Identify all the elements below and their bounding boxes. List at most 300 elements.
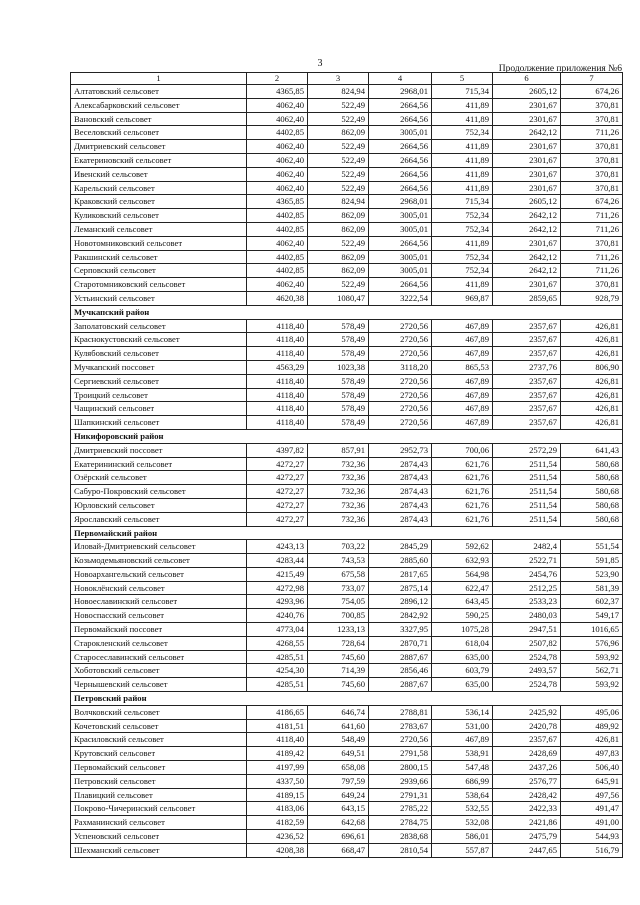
table-row bbox=[71, 126, 623, 140]
value-cell: 497,83 bbox=[561, 747, 623, 761]
value-cell: 426,81 bbox=[561, 402, 623, 416]
value-cell: 2428,42 bbox=[493, 788, 561, 802]
value-cell: 646,74 bbox=[308, 705, 369, 719]
value-cell: 862,09 bbox=[308, 209, 369, 223]
value-cell: 4181,51 bbox=[247, 719, 308, 733]
settlement-name: Новоархангельский сельсовет bbox=[71, 567, 247, 581]
value-cell: 4402,85 bbox=[247, 209, 308, 223]
value-cell: 506,40 bbox=[561, 761, 623, 775]
value-cell: 370,81 bbox=[561, 236, 623, 250]
value-cell: 715,34 bbox=[432, 85, 493, 99]
value-cell: 4254,30 bbox=[247, 664, 308, 678]
value-cell: 2301,67 bbox=[493, 140, 561, 154]
value-cell: 4283,44 bbox=[247, 554, 308, 568]
value-cell: 4062,40 bbox=[247, 140, 308, 154]
district-name: Мучкапский район bbox=[71, 305, 623, 319]
table-row bbox=[71, 816, 623, 830]
value-cell: 2968,01 bbox=[369, 85, 432, 99]
value-cell: 4062,40 bbox=[247, 112, 308, 126]
value-cell: 2838,68 bbox=[369, 830, 432, 844]
value-cell: 2524,78 bbox=[493, 678, 561, 692]
settlement-name: Шехманский сельсовет bbox=[71, 843, 247, 857]
value-cell: 4365,85 bbox=[247, 85, 308, 99]
value-cell: 2784,75 bbox=[369, 816, 432, 830]
value-cell: 495,06 bbox=[561, 705, 623, 719]
value-cell: 2482,4 bbox=[493, 540, 561, 554]
table-row bbox=[71, 761, 623, 775]
value-cell: 675,58 bbox=[308, 567, 369, 581]
value-cell: 658,08 bbox=[308, 761, 369, 775]
value-cell: 743,53 bbox=[308, 554, 369, 568]
table-row bbox=[71, 236, 623, 250]
table-row bbox=[71, 347, 623, 361]
value-cell: 4062,40 bbox=[247, 181, 308, 195]
table-row bbox=[71, 623, 623, 637]
settlement-name: Новоеславинский сельсовет bbox=[71, 595, 247, 609]
value-cell: 370,81 bbox=[561, 181, 623, 195]
settlement-name: Рахманинский сельсовет bbox=[71, 816, 247, 830]
value-cell: 467,89 bbox=[432, 388, 493, 402]
value-cell: 4365,85 bbox=[247, 195, 308, 209]
value-cell: 4285,51 bbox=[247, 678, 308, 692]
value-cell: 4337,50 bbox=[247, 774, 308, 788]
value-cell: 2664,56 bbox=[369, 98, 432, 112]
value-cell: 4183,06 bbox=[247, 802, 308, 816]
table-row bbox=[71, 388, 623, 402]
value-cell: 467,89 bbox=[432, 347, 493, 361]
value-cell: 591,85 bbox=[561, 554, 623, 568]
value-cell: 641,43 bbox=[561, 443, 623, 457]
value-cell: 621,76 bbox=[432, 498, 493, 512]
settlement-name: Алексабарковский сельсовет bbox=[71, 98, 247, 112]
value-cell: 522,49 bbox=[308, 140, 369, 154]
value-cell: 2874,43 bbox=[369, 457, 432, 471]
value-cell: 370,81 bbox=[561, 278, 623, 292]
value-cell: 745,60 bbox=[308, 650, 369, 664]
value-cell: 752,34 bbox=[432, 209, 493, 223]
settlement-name: Волчковский сельсовет bbox=[71, 705, 247, 719]
value-cell: 2421,86 bbox=[493, 816, 561, 830]
value-cell: 728,64 bbox=[308, 636, 369, 650]
value-cell: 642,68 bbox=[308, 816, 369, 830]
settlement-name: Куликовский сельсовет bbox=[71, 209, 247, 223]
value-cell: 4293,96 bbox=[247, 595, 308, 609]
value-cell: 2454,76 bbox=[493, 567, 561, 581]
value-cell: 2874,43 bbox=[369, 485, 432, 499]
settlement-name: Первомайский сельсовет bbox=[71, 761, 247, 775]
value-cell: 4189,15 bbox=[247, 788, 308, 802]
value-cell: 1080,47 bbox=[308, 291, 369, 305]
table-row bbox=[71, 650, 623, 664]
value-cell: 578,49 bbox=[308, 388, 369, 402]
district-name: Петровский район bbox=[71, 692, 623, 706]
settlement-name: Шапкинский сельсовет bbox=[71, 416, 247, 430]
value-cell: 586,01 bbox=[432, 830, 493, 844]
table-row bbox=[71, 747, 623, 761]
settlement-name: Крутовский сельсовет bbox=[71, 747, 247, 761]
value-cell: 1233,13 bbox=[308, 623, 369, 637]
value-cell: 467,89 bbox=[432, 374, 493, 388]
table-row bbox=[71, 609, 623, 623]
table-row bbox=[71, 774, 623, 788]
value-cell: 370,81 bbox=[561, 140, 623, 154]
table-body bbox=[71, 85, 623, 858]
value-cell: 2874,43 bbox=[369, 471, 432, 485]
value-cell: 635,00 bbox=[432, 650, 493, 664]
value-cell: 2874,43 bbox=[369, 498, 432, 512]
value-cell: 674,26 bbox=[561, 85, 623, 99]
value-cell: 2664,56 bbox=[369, 140, 432, 154]
district-name: Первомайский район bbox=[71, 526, 623, 540]
value-cell: 3005,01 bbox=[369, 126, 432, 140]
settlement-name: Ракшинский сельсовет bbox=[71, 250, 247, 264]
settlement-name: Дмитриевский поссовет bbox=[71, 443, 247, 457]
value-cell: 592,62 bbox=[432, 540, 493, 554]
value-cell: 2605,12 bbox=[493, 195, 561, 209]
value-cell: 2642,12 bbox=[493, 250, 561, 264]
value-cell: 2720,56 bbox=[369, 319, 432, 333]
value-cell: 4402,85 bbox=[247, 126, 308, 140]
table-row bbox=[71, 554, 623, 568]
value-cell: 497,56 bbox=[561, 788, 623, 802]
value-cell: 411,89 bbox=[432, 181, 493, 195]
value-cell: 2720,56 bbox=[369, 374, 432, 388]
value-cell: 696,61 bbox=[308, 830, 369, 844]
value-cell: 3005,01 bbox=[369, 250, 432, 264]
settlement-name: Троицкий сельсовет bbox=[71, 388, 247, 402]
settlement-name: Ивенский сельсовет bbox=[71, 167, 247, 181]
settlement-name: Старосеславинский сельсовет bbox=[71, 650, 247, 664]
column-header: 6 bbox=[493, 73, 561, 85]
value-cell: 4118,40 bbox=[247, 388, 308, 402]
value-cell: 732,36 bbox=[308, 457, 369, 471]
value-cell: 411,89 bbox=[432, 140, 493, 154]
settlement-name: Карельский сельсовет bbox=[71, 181, 247, 195]
value-cell: 2720,56 bbox=[369, 416, 432, 430]
settlement-name: Кулябовский сельсовет bbox=[71, 347, 247, 361]
value-cell: 4272,27 bbox=[247, 471, 308, 485]
settlement-name: Серповский сельсовет bbox=[71, 264, 247, 278]
value-cell: 668,47 bbox=[308, 843, 369, 857]
value-cell: 732,36 bbox=[308, 485, 369, 499]
value-cell: 2859,65 bbox=[493, 291, 561, 305]
value-cell: 562,71 bbox=[561, 664, 623, 678]
value-cell: 3005,01 bbox=[369, 264, 432, 278]
column-header-row bbox=[71, 73, 623, 85]
value-cell: 4197,99 bbox=[247, 761, 308, 775]
value-cell: 2874,43 bbox=[369, 512, 432, 526]
settlement-name: Красиловский сельсовет bbox=[71, 733, 247, 747]
value-cell: 862,09 bbox=[308, 250, 369, 264]
value-cell: 467,89 bbox=[432, 416, 493, 430]
value-cell: 797,59 bbox=[308, 774, 369, 788]
value-cell: 4402,85 bbox=[247, 250, 308, 264]
value-cell: 522,49 bbox=[308, 278, 369, 292]
value-cell: 2842,92 bbox=[369, 609, 432, 623]
column-header: 2 bbox=[247, 73, 308, 85]
value-cell: 411,89 bbox=[432, 153, 493, 167]
value-cell: 602,37 bbox=[561, 595, 623, 609]
value-cell: 2783,67 bbox=[369, 719, 432, 733]
value-cell: 700,06 bbox=[432, 443, 493, 457]
table-row bbox=[71, 195, 623, 209]
value-cell: 700,85 bbox=[308, 609, 369, 623]
value-cell: 2301,67 bbox=[493, 98, 561, 112]
value-cell: 578,49 bbox=[308, 374, 369, 388]
table-row bbox=[71, 843, 623, 857]
table-row bbox=[71, 719, 623, 733]
page-number: 3 bbox=[317, 58, 323, 69]
value-cell: 2664,56 bbox=[369, 153, 432, 167]
district-name: Никифоровский район bbox=[71, 429, 623, 443]
value-cell: 578,49 bbox=[308, 319, 369, 333]
value-cell: 426,81 bbox=[561, 374, 623, 388]
table-row bbox=[71, 222, 623, 236]
table-row bbox=[71, 830, 623, 844]
value-cell: 547,48 bbox=[432, 761, 493, 775]
table-row bbox=[71, 167, 623, 181]
value-cell: 2664,56 bbox=[369, 181, 432, 195]
value-cell: 426,81 bbox=[561, 416, 623, 430]
value-cell: 754,05 bbox=[308, 595, 369, 609]
value-cell: 549,17 bbox=[561, 609, 623, 623]
value-cell: 2845,29 bbox=[369, 540, 432, 554]
value-cell: 618,04 bbox=[432, 636, 493, 650]
value-cell: 516,79 bbox=[561, 843, 623, 857]
value-cell: 3327,95 bbox=[369, 623, 432, 637]
value-cell: 686,99 bbox=[432, 774, 493, 788]
value-cell: 2422,33 bbox=[493, 802, 561, 816]
value-cell: 370,81 bbox=[561, 112, 623, 126]
column-header: 1 bbox=[71, 73, 247, 85]
value-cell: 2524,78 bbox=[493, 650, 561, 664]
value-cell: 2856,46 bbox=[369, 664, 432, 678]
table-row bbox=[71, 98, 623, 112]
value-cell: 714,39 bbox=[308, 664, 369, 678]
value-cell: 703,22 bbox=[308, 540, 369, 554]
value-cell: 2511,54 bbox=[493, 512, 561, 526]
value-cell: 2447,65 bbox=[493, 843, 561, 857]
settlement-name: Алтатовский сельсовет bbox=[71, 85, 247, 99]
table-row bbox=[71, 140, 623, 154]
value-cell: 467,89 bbox=[432, 733, 493, 747]
table-row bbox=[71, 788, 623, 802]
value-cell: 426,81 bbox=[561, 319, 623, 333]
value-cell: 2511,54 bbox=[493, 457, 561, 471]
settlement-name: Кочетовский сельсовет bbox=[71, 719, 247, 733]
value-cell: 2437,26 bbox=[493, 761, 561, 775]
table-row bbox=[71, 402, 623, 416]
settlement-name: Иловай-Дмитриевский сельсовет bbox=[71, 540, 247, 554]
settlement-name: Краснокустовский сельсовет bbox=[71, 333, 247, 347]
value-cell: 370,81 bbox=[561, 167, 623, 181]
settlement-name: Сабуро-Покровский сельсовет bbox=[71, 485, 247, 499]
value-cell: 2576,77 bbox=[493, 774, 561, 788]
value-cell: 824,94 bbox=[308, 85, 369, 99]
table-row bbox=[71, 636, 623, 650]
value-cell: 4189,42 bbox=[247, 747, 308, 761]
value-cell: 752,34 bbox=[432, 264, 493, 278]
value-cell: 538,64 bbox=[432, 788, 493, 802]
value-cell: 711,26 bbox=[561, 222, 623, 236]
value-cell: 2887,67 bbox=[369, 650, 432, 664]
value-cell: 4773,04 bbox=[247, 623, 308, 637]
value-cell: 674,26 bbox=[561, 195, 623, 209]
table-row bbox=[71, 733, 623, 747]
value-cell: 865,53 bbox=[432, 360, 493, 374]
settlement-name: Старокленский сельсовет bbox=[71, 636, 247, 650]
data-table bbox=[70, 72, 623, 858]
value-cell: 621,76 bbox=[432, 471, 493, 485]
value-cell: 2939,66 bbox=[369, 774, 432, 788]
value-cell: 2810,54 bbox=[369, 843, 432, 857]
settlement-name: Новоспасский сельсовет bbox=[71, 609, 247, 623]
value-cell: 4208,38 bbox=[247, 843, 308, 857]
table-row bbox=[71, 153, 623, 167]
settlement-name: Юрловский сельсовет bbox=[71, 498, 247, 512]
value-cell: 426,81 bbox=[561, 733, 623, 747]
table-row bbox=[71, 250, 623, 264]
value-cell: 2301,67 bbox=[493, 112, 561, 126]
value-cell: 3005,01 bbox=[369, 222, 432, 236]
value-cell: 862,09 bbox=[308, 222, 369, 236]
value-cell: 4062,40 bbox=[247, 167, 308, 181]
value-cell: 3118,20 bbox=[369, 360, 432, 374]
settlement-name: Заполатовский сельсовет bbox=[71, 319, 247, 333]
value-cell: 4272,27 bbox=[247, 457, 308, 471]
value-cell: 580,68 bbox=[561, 471, 623, 485]
district-header-row bbox=[71, 305, 623, 319]
value-cell: 426,81 bbox=[561, 333, 623, 347]
value-cell: 745,60 bbox=[308, 678, 369, 692]
value-cell: 621,76 bbox=[432, 485, 493, 499]
value-cell: 4402,85 bbox=[247, 264, 308, 278]
value-cell: 4285,51 bbox=[247, 650, 308, 664]
value-cell: 622,47 bbox=[432, 581, 493, 595]
table-row bbox=[71, 567, 623, 581]
value-cell: 711,26 bbox=[561, 250, 623, 264]
table-row bbox=[71, 595, 623, 609]
table-row bbox=[71, 264, 623, 278]
value-cell: 578,49 bbox=[308, 333, 369, 347]
value-cell: 711,26 bbox=[561, 209, 623, 223]
table-row bbox=[71, 278, 623, 292]
value-cell: 4215,49 bbox=[247, 567, 308, 581]
value-cell: 2357,67 bbox=[493, 402, 561, 416]
value-cell: 711,26 bbox=[561, 126, 623, 140]
table-row bbox=[71, 471, 623, 485]
value-cell: 2952,73 bbox=[369, 443, 432, 457]
table-row bbox=[71, 181, 623, 195]
value-cell: 2357,67 bbox=[493, 733, 561, 747]
value-cell: 4118,40 bbox=[247, 374, 308, 388]
value-cell: 411,89 bbox=[432, 167, 493, 181]
value-cell: 2507,82 bbox=[493, 636, 561, 650]
table-row bbox=[71, 319, 623, 333]
value-cell: 2664,56 bbox=[369, 278, 432, 292]
value-cell: 2357,67 bbox=[493, 347, 561, 361]
value-cell: 3005,01 bbox=[369, 209, 432, 223]
value-cell: 643,15 bbox=[308, 802, 369, 816]
value-cell: 2817,65 bbox=[369, 567, 432, 581]
value-cell: 2572,29 bbox=[493, 443, 561, 457]
value-cell: 581,39 bbox=[561, 581, 623, 595]
value-cell: 4402,85 bbox=[247, 222, 308, 236]
settlement-name: Ярославский сельсовет bbox=[71, 512, 247, 526]
value-cell: 2301,67 bbox=[493, 236, 561, 250]
value-cell: 467,89 bbox=[432, 402, 493, 416]
value-cell: 862,09 bbox=[308, 264, 369, 278]
column-header: 3 bbox=[308, 73, 369, 85]
value-cell: 4272,27 bbox=[247, 485, 308, 499]
value-cell: 4118,40 bbox=[247, 733, 308, 747]
value-cell: 2357,67 bbox=[493, 388, 561, 402]
value-cell: 4062,40 bbox=[247, 278, 308, 292]
value-cell: 4062,40 bbox=[247, 236, 308, 250]
column-header: 5 bbox=[432, 73, 493, 85]
value-cell: 564,98 bbox=[432, 567, 493, 581]
value-cell: 4186,65 bbox=[247, 705, 308, 719]
value-cell: 2511,54 bbox=[493, 498, 561, 512]
value-cell: 491,00 bbox=[561, 816, 623, 830]
settlement-name: Екатерининский сельсовет bbox=[71, 457, 247, 471]
value-cell: 580,68 bbox=[561, 512, 623, 526]
value-cell: 4118,40 bbox=[247, 402, 308, 416]
value-cell: 2968,01 bbox=[369, 195, 432, 209]
value-cell: 2664,56 bbox=[369, 112, 432, 126]
value-cell: 467,89 bbox=[432, 333, 493, 347]
settlement-name: Петровский сельсовет bbox=[71, 774, 247, 788]
value-cell: 4272,27 bbox=[247, 512, 308, 526]
value-cell: 732,36 bbox=[308, 498, 369, 512]
value-cell: 578,49 bbox=[308, 416, 369, 430]
value-cell: 548,49 bbox=[308, 733, 369, 747]
value-cell: 4397,82 bbox=[247, 443, 308, 457]
settlement-name: Сергиевский сельсовет bbox=[71, 374, 247, 388]
settlement-name: Леманский сельсовет bbox=[71, 222, 247, 236]
footer-mark: · bbox=[287, 852, 290, 862]
value-cell: 4272,27 bbox=[247, 498, 308, 512]
value-cell: 806,90 bbox=[561, 360, 623, 374]
value-cell: 4243,13 bbox=[247, 540, 308, 554]
value-cell: 532,55 bbox=[432, 802, 493, 816]
settlement-name: Чащинский сельсовет bbox=[71, 402, 247, 416]
value-cell: 752,34 bbox=[432, 222, 493, 236]
value-cell: 752,34 bbox=[432, 250, 493, 264]
value-cell: 862,09 bbox=[308, 126, 369, 140]
value-cell: 370,81 bbox=[561, 98, 623, 112]
value-cell: 2664,56 bbox=[369, 236, 432, 250]
appendix-label: Продолжение приложения №6 bbox=[498, 64, 622, 74]
value-cell: 2533,23 bbox=[493, 595, 561, 609]
value-cell: 590,25 bbox=[432, 609, 493, 623]
value-cell: 969,87 bbox=[432, 291, 493, 305]
value-cell: 551,54 bbox=[561, 540, 623, 554]
value-cell: 2475,79 bbox=[493, 830, 561, 844]
value-cell: 2720,56 bbox=[369, 347, 432, 361]
value-cell: 4118,40 bbox=[247, 319, 308, 333]
value-cell: 2788,81 bbox=[369, 705, 432, 719]
value-cell: 4062,40 bbox=[247, 153, 308, 167]
value-cell: 544,93 bbox=[561, 830, 623, 844]
value-cell: 752,34 bbox=[432, 126, 493, 140]
value-cell: 4118,40 bbox=[247, 416, 308, 430]
value-cell: 411,89 bbox=[432, 98, 493, 112]
value-cell: 4182,59 bbox=[247, 816, 308, 830]
value-cell: 2512,25 bbox=[493, 581, 561, 595]
value-cell: 733,07 bbox=[308, 581, 369, 595]
value-cell: 580,68 bbox=[561, 485, 623, 499]
